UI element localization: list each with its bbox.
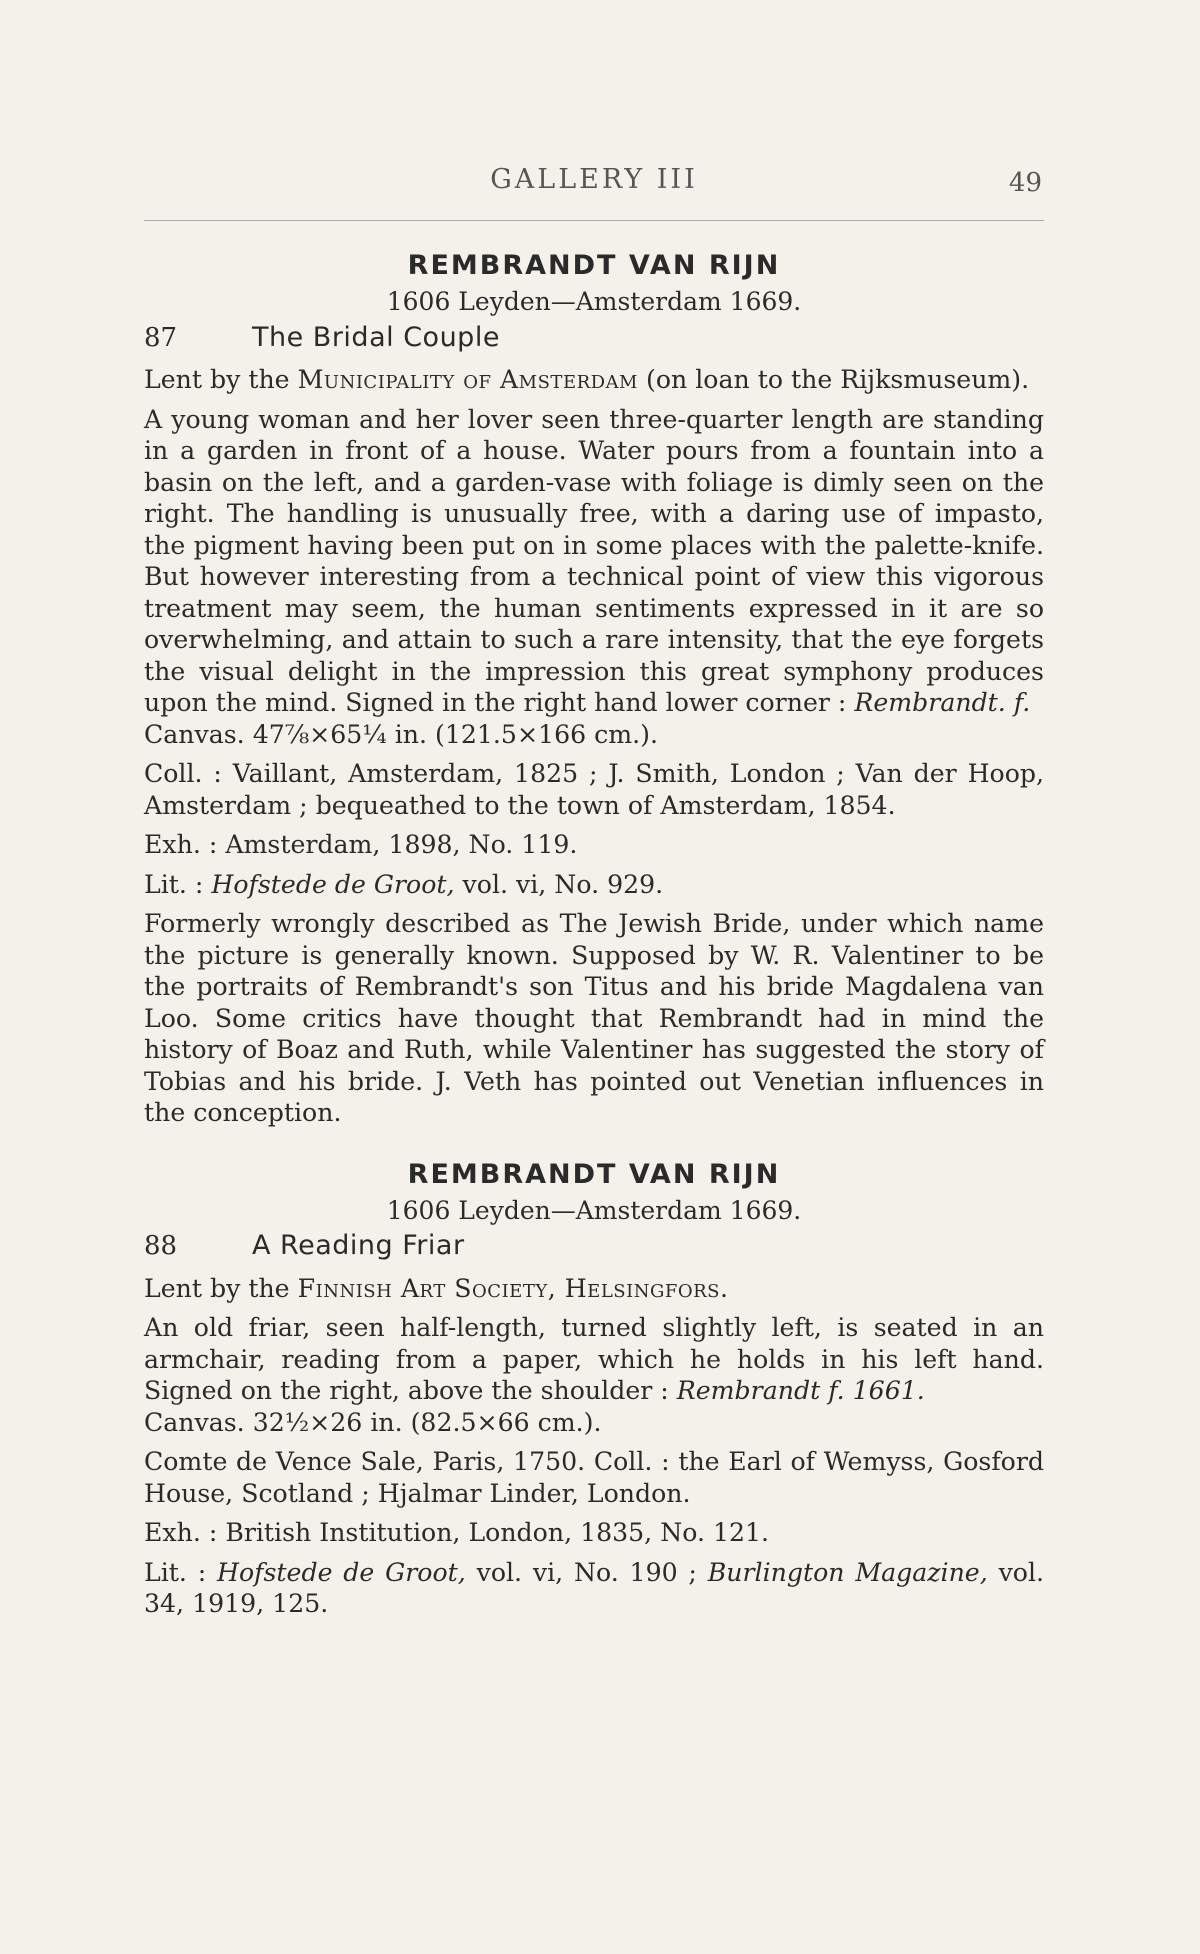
artist-lifespan: 1606 Leyden—Amsterdam 1669. [386,1195,802,1225]
lender-line [144,364,1044,396]
artwork-title: A Reading Friar [252,1230,465,1261]
description-text: A young woman and her lover seen three-quarter length are standing in a garden in front of a house. Water pours from a fountain into a basin on the left, and a garden-vase with foliage is dimly seen on the right. The handling is unusually free, with a daring use of impasto, the pigment having been put on in some places with the palette-knife. But however interesting from a technical point of view this vigorous treatment may seem, the human sentiments expressed in it are so overwhelming, and attain to such a rare intensity, that the eye forgets the visual delight in the impression this great symphony produces upon the mind. Signed in the right hand lower corner : [144,404,1044,717]
header-rule [144,220,1044,222]
collection-line: Comte de Vence Sale, Paris, 1750. Coll. : the Earl of Wemyss, Gosford House, Scotland ; Hjalmar Linder, London. [144,1447,1044,1508]
canvas-dimensions: Canvas. 47⅞×65¼ in. (121.5×166 cm.). [144,719,658,749]
artist-heading: REMBRANDT VAN RIJN [407,250,781,281]
artwork-title: The Bridal Couple [252,321,500,353]
page-header [144,164,1044,224]
lit-rest: vol. vi, No. 190 ; [476,1557,697,1587]
catalogue-number: 88 [144,1231,178,1261]
lent-prefix: Lent by the [144,1273,290,1303]
exhibition-line: Exh. : British Institution, London, 1835, No. 121. [144,1518,770,1547]
lit-tail: vol. 34, 1919, 125. [144,1557,1045,1618]
lit-journal: Burlington Magazine, [707,1557,988,1587]
lit-author: Hofstede de Groot, [217,1557,466,1587]
exhibition-line: Exh. : Amsterdam, 1898, No. 119. [144,830,578,859]
lit-prefix: Lit. : [144,869,204,899]
catalogue-number: 87 [144,322,178,353]
lender-name: Finnish Art Society, Helsingfors. [297,1273,729,1303]
lit-rest: vol. vi, No. 929. [462,869,664,899]
lender-name: Municipality of Amsterdam [297,365,638,394]
collection-line: Coll. : Vaillant, Amsterdam, 1825 ; J. Smith, London ; Van der Hoop, Amsterdam ; bequeathed to the town of Amsterdam, 1854. [144,759,1044,820]
lit-prefix: Lit. : [144,1557,207,1587]
literature-line [144,1557,1044,1620]
description-text: An old friar, seen half-length, turned slightly left, is seated in an armchair, reading from a paper, which he holds in his left hand. Signed on the right, above the shoulder : [144,1313,1044,1405]
signature: Rembrandt f. 1661. [676,1376,925,1405]
signature: Rembrandt. f. [854,688,1031,717]
catalogue-entry-88 [144,1157,1044,1620]
catalogue-entry-87 [144,248,1044,1129]
artist-heading: REMBRANDT VAN RIJN [407,1158,781,1190]
description-paragraph [144,1312,1044,1438]
notes-paragraph: Formerly wrongly described as The Jewish Bride, under which name the picture is generally known. Supposed by W. R. Valentiner to be the portraits of Rembrandt's son Titus and his bride Magdalena van Loo. Some critics have thought that Rembrandt had in mind the history of Boaz and Ruth, while Valentiner has suggested the story of Tobias and his bride. J. Veth has pointed out Venetian influences in the conception. [144,909,1044,1127]
text-column [144,248,1044,1648]
canvas-dimensions: Canvas. 32½×26 in. (82.5×66 cm.). [144,1407,602,1437]
lent-suffix: (on loan to the Rijksmuseum). [646,365,1030,394]
catalogue-title-line [144,322,1044,355]
catalogue-title-line [144,1230,1044,1263]
description-paragraph [144,404,1044,751]
lent-prefix: Lent by the [144,365,290,394]
lit-author: Hofstede de Groot, [211,869,455,899]
literature-line [144,869,1044,901]
page-number: 49 [1008,168,1042,198]
lender-line [144,1273,1044,1305]
running-title: GALLERY III [490,164,698,195]
artist-lifespan: 1606 Leyden—Amsterdam 1669. [386,287,802,316]
